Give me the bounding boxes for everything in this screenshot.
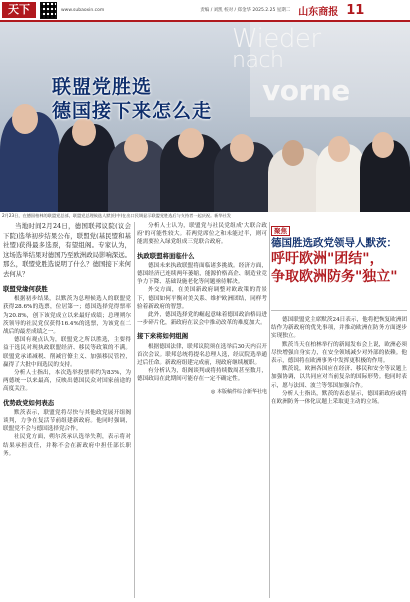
person-head bbox=[124, 134, 148, 162]
masthead bbox=[0, 0, 410, 20]
paper-name: 山东商报 bbox=[298, 6, 339, 18]
headline-line2: 德国接下来怎么走 bbox=[52, 100, 213, 122]
body-paragraph: 默茨说，欧洲各国应在经济、移民和安全等议题上加强协调，以共同应对当前复杂的国际形势。他同时表示，愿与法国、波兰等邻国加强合作。 bbox=[271, 366, 407, 389]
body-paragraph: 德国有观点认为，联盟党之所以胜选，主要得益于选民对现执政联盟经济、移民等政策的不满。联盟党承诺减税、削减官僚主义、加强移民管控，赢得了大批中间选民的支持。 bbox=[3, 337, 131, 368]
person-head bbox=[230, 134, 254, 162]
body-paragraph: 分析人士指出，本次选举投票率约为83%，为两德统一以来最高，反映出德国民众对国家前途的高度关注。 bbox=[3, 370, 131, 393]
right-title-line1: 呼吁欧洲"团结"， bbox=[271, 251, 384, 267]
headline-line1: 联盟党胜选 bbox=[52, 76, 153, 98]
page-number: 11 bbox=[346, 2, 365, 18]
subhead-coalition-challenges: 执政联盟将面临什么 bbox=[137, 251, 195, 260]
article-credit: ◎ 本版稿件综合新华社电 bbox=[211, 388, 267, 395]
masthead-url: www.subaoxin.com bbox=[61, 7, 105, 13]
middle-column bbox=[137, 222, 267, 600]
qr-code-icon bbox=[40, 2, 57, 19]
subhead-parties-stance: 优势政党如何表态 bbox=[3, 398, 55, 407]
body-paragraph: 此外，德国选择党的崛起意味着德国政治格局进一步碎片化，新政府在议会中推动改革的难度加大。 bbox=[137, 312, 267, 327]
right-kicker: 德国胜选政党领导人默茨： bbox=[271, 237, 397, 249]
body-paragraph: 有分析认为，组阁谈判或将持续数周甚至数月，德国政局在此期间可能存在一定不确定性。 bbox=[137, 368, 267, 383]
photo-slogan-line2: nach bbox=[232, 48, 284, 73]
lead-paragraph bbox=[3, 222, 131, 279]
body-paragraph: 根据德国法律，联邦议院须在选举后30天内召开首次会议。联邦总统将提名总理人选，经议院选举通过后任命。新政府组建完成前，现政府继续履职。 bbox=[137, 343, 267, 367]
column-divider bbox=[269, 222, 270, 598]
photo-slogan-line1: Wieder bbox=[232, 24, 321, 54]
right-title-rule bbox=[271, 310, 407, 311]
right-title-line2: 争取欧洲防务"独立" bbox=[271, 269, 398, 285]
body-paragraph: 德国未来执政联盟将面临诸多挑战。经济方面，德国经济已连续两年萎缩，能源价格高企、制造业竞争力下降、基础设施老化等问题亟待解决。 bbox=[137, 262, 267, 286]
body-paragraph: 默茨表示，联盟党将尽快与其他政党展开组阁谈判，力争在复活节前组建新政府。他同时强调，联盟党不会与德国选择党合作。 bbox=[3, 409, 131, 433]
left-column bbox=[3, 222, 131, 600]
lead-photo bbox=[0, 22, 410, 212]
person-head bbox=[178, 128, 204, 158]
body-paragraph: 外交方面，在美国新政府调整对欧政策的背景下，德国如何平衡对美关系、维护欧洲团结，同样考验着新政府的智慧。 bbox=[137, 287, 267, 310]
body-paragraph: 默茨当天在柏林举行的新闻发布会上说，欧洲必须尽快增强自身实力，在安全领域减少对外部的依赖。他表示，德国将在欧洲事务中发挥更积极的作用。 bbox=[271, 341, 407, 365]
focus-tag-label: 聚焦 bbox=[271, 226, 290, 236]
lead-text: 当地时间2月24日，德国联邦议院(议会下院)选举初步结果公布，联盟党(基民盟和基社盟)获得最多选票，有望组阁。专家认为，这场选举结果对德国乃至欧洲政局影响深远。那么，联盟党胜选说明了什么？德国接下来何去何从？ bbox=[3, 222, 131, 278]
subhead-why-win: 联盟党缘何获胜 bbox=[3, 285, 48, 293]
focus-tag bbox=[271, 226, 290, 235]
person-head bbox=[12, 104, 38, 134]
body-paragraph: 分析人士指出，默茨的表态显示，德国新政府或将在欧洲防务一体化议题上采取更主动的立场。 bbox=[271, 390, 407, 406]
section-tag: 天下 bbox=[2, 2, 36, 18]
body-paragraph: 分析人士认为，联盟党与社民党组成'大联合政府'的可能性较大。若两党席位之和未能过半，则可能需要拉入绿党组成三党联合政府。 bbox=[137, 223, 267, 246]
right-article-title bbox=[271, 236, 407, 286]
photo-slogan-line3: vorne bbox=[262, 74, 350, 107]
column-divider bbox=[134, 222, 135, 598]
person-head bbox=[328, 136, 350, 162]
body-paragraph: 根据初步结果，以默茨为总理候选人的联盟党获得28.6%的选票，位居第一；德国选择党得票率为20.8%，创下该党成立以来最好成绩；总理朔尔茨领导的社民党仅获得16.4%的选票，为该党在二战后的最差成绩之一。 bbox=[3, 296, 131, 336]
person-head bbox=[282, 140, 304, 166]
body-paragraph: 德国联盟党主席默茨24日表示，他将把恢复欧洲团结作为新政府的优先事项，并推动欧洲在防务方面逐步实现独立。 bbox=[271, 317, 407, 340]
masthead-meta: 责编 / 刘凯 校对 / 郑金华 2025.2.25 星期二 bbox=[200, 8, 291, 13]
photo-caption: 2月23日，在德国柏林的联盟党总部，联盟党总理候选人默茨(中)在出口民调显示联盟党胜选后与支持者一起庆祝。新华社发 bbox=[2, 213, 232, 218]
right-column bbox=[271, 316, 407, 600]
body-paragraph: 社民党方面，朔尔茨承认选举失利，表示将对结果承担责任，并称不会在新政府中担任部长职务。 bbox=[3, 434, 131, 457]
person-head bbox=[372, 132, 394, 158]
subhead-next-steps: 接下来将如何组阁 bbox=[137, 332, 189, 341]
